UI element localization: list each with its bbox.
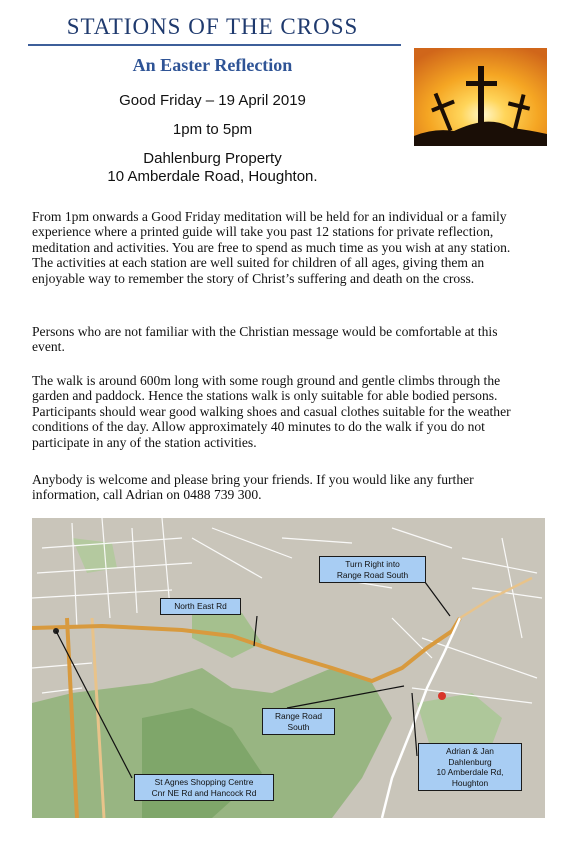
callout-turn-right-line2: Range Road South <box>336 569 409 580</box>
callout-adrian-jan-line4: Houghton <box>451 777 489 788</box>
callout-adrian-jan <box>418 743 522 791</box>
callout-turn-right <box>319 556 426 583</box>
callout-north-east-rd-line1: North East Rd <box>174 601 227 611</box>
callout-st-agnes-line1: St Agnes Shopping Centre <box>154 777 254 787</box>
callout-adrian-jan-line1: Adrian & Jan <box>446 746 494 756</box>
audience-paragraph: Persons who are not familiar with the Christian message would be comfortable at this event. <box>32 324 498 355</box>
location-map <box>32 518 545 818</box>
callout-adrian-jan-line3: 10 Amberdale Rd, <box>436 767 504 777</box>
event-time: 1pm to 5pm <box>172 121 253 138</box>
callout-st-agnes <box>134 774 274 801</box>
callout-range-road-line2: South <box>287 721 310 732</box>
contact-paragraph: Anybody is welcome and please bring your friends. If you would like any further information, call Adrian on 0488 739 300. <box>32 472 474 503</box>
callout-turn-right-line1: Turn Right into <box>345 559 400 569</box>
callout-north-east-rd <box>160 598 241 615</box>
crosses-sunset-image <box>414 48 547 146</box>
description-paragraph: From 1pm onwards a Good Friday meditation will be held for an individual or a family experience where a printed guide will take you past 12 stations for private reflection, meditation and activities. You are free to spend as much time as you wish at any station. The activities at each station are well suited for children of all ages, giving them an enjoyable way to remember the story of Christ’s suffering and death on the cross. <box>32 209 511 286</box>
callout-adrian-jan-line2: Dahlenburg <box>448 756 492 767</box>
subtitle: An Easter Reflection <box>132 55 293 75</box>
page-title: STATIONS OF THE CROSS <box>66 14 359 39</box>
walk-paragraph: The walk is around 600m long with some rough ground and gentle climbs through the garden and paddock. Hence the stations walk is only suitable for able bodied persons. Participants should wear good walking shoes and casual clothes suitable for the weather conditions of the day. Allow approximately 40 minutes to do the walk if you do not participate in any of the station activities. <box>32 373 511 450</box>
callout-range-road <box>262 708 335 735</box>
venue-name: Dahlenburg Property <box>143 150 282 167</box>
event-date: Good Friday – 19 April 2019 <box>119 92 306 109</box>
callout-st-agnes-line2: Cnr NE Rd and Hancock Rd <box>151 787 257 798</box>
callout-range-road-line1: Range Road <box>274 711 323 721</box>
title-divider <box>28 44 401 46</box>
venue-address: 10 Amberdale Road, Houghton. <box>107 168 318 185</box>
